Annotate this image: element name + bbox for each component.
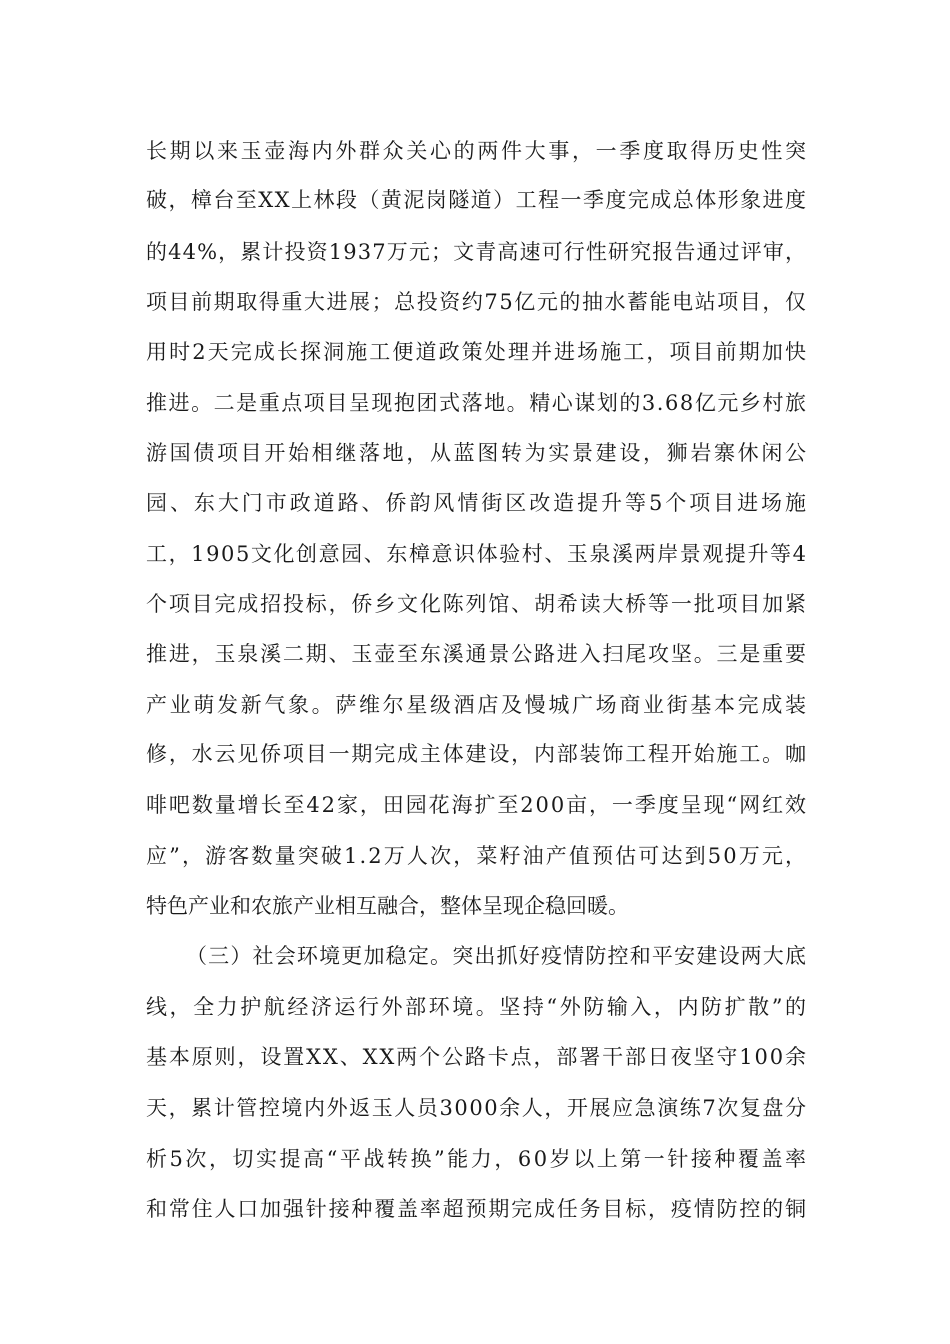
- text-line: 修，水云见侨项目一期完成主体建设，内部装饰工程开始施工。咖: [146, 742, 808, 766]
- text-line: 用时2天完成长探洞施工便道政策处理并进场施工，项目前期加快: [146, 340, 809, 364]
- text-line: 工，1905文化创意园、东樟意识体验村、玉泉溪两岸景观提升等4: [146, 542, 808, 566]
- text-line: 产业萌发新气象。萨维尔星级酒店及慢城广场商业街基本完成装: [146, 693, 809, 717]
- text-line: 推进。二是重点项目呈现抱团式落地。精心谋划的3.68亿元乡村旅: [146, 391, 808, 415]
- text-line: 园、东大门市政道路、侨韵风情街区改造提升等5个项目进场施: [146, 491, 809, 515]
- text-line: 特色产业和农旅产业相互融合，整体呈现企稳回暖。: [146, 894, 629, 918]
- text-line: 推进，玉泉溪二期、玉壶至东溪通景公路进入扫尾攻坚。三是重要: [146, 642, 808, 666]
- text-line: 析5次，切实提高“平战转换”能力，60岁以上第一针接种覆盖率: [146, 1147, 809, 1171]
- section-heading-line: （三）社会环境更加稳定。突出抓好疫情防控和平安建设两大底: [186, 944, 808, 968]
- text-line: 的44%，累计投资1937万元；文青高速可行性研究报告通过评审，: [146, 240, 808, 264]
- text-line: 个项目完成招投标，侨乡文化陈列馆、胡希读大桥等一批项目加紧: [146, 592, 808, 616]
- text-line: 项目前期取得重大进展；总投资约75亿元的抽水蓄能电站项目，仅: [146, 290, 808, 314]
- text-line: 啡吧数量增长至42家，田园花海扩至200亩，一季度呈现“网红效: [146, 793, 808, 817]
- text-line: 破，樟台至XX上林段（黄泥岗隧道）工程一季度完成总体形象进度: [146, 188, 808, 212]
- text-line: 基本原则，设置XX、XX两个公路卡点，部署干部日夜坚守100余: [146, 1045, 808, 1069]
- text-line: 游国债项目开始相继落地，从蓝图转为实景建设，狮岩寨休闲公: [146, 441, 809, 465]
- text-line: 线，全力护航经济运行外部环境。坚持“外防输入，内防扩散”的: [146, 995, 809, 1019]
- text-line: 和常住人口加强针接种覆盖率超预期完成任务目标，疫情防控的铜: [146, 1197, 808, 1221]
- text-line: 应”，游客数量突破1.2万人次，菜籽油产值预估可达到50万元，: [146, 844, 809, 868]
- text-line: 长期以来玉壶海内外群众关心的两件大事，一季度取得历史性突: [146, 139, 809, 163]
- text-line: 天，累计管控境内外返玉人员3000余人，开展应急演练7次复盘分: [146, 1096, 808, 1120]
